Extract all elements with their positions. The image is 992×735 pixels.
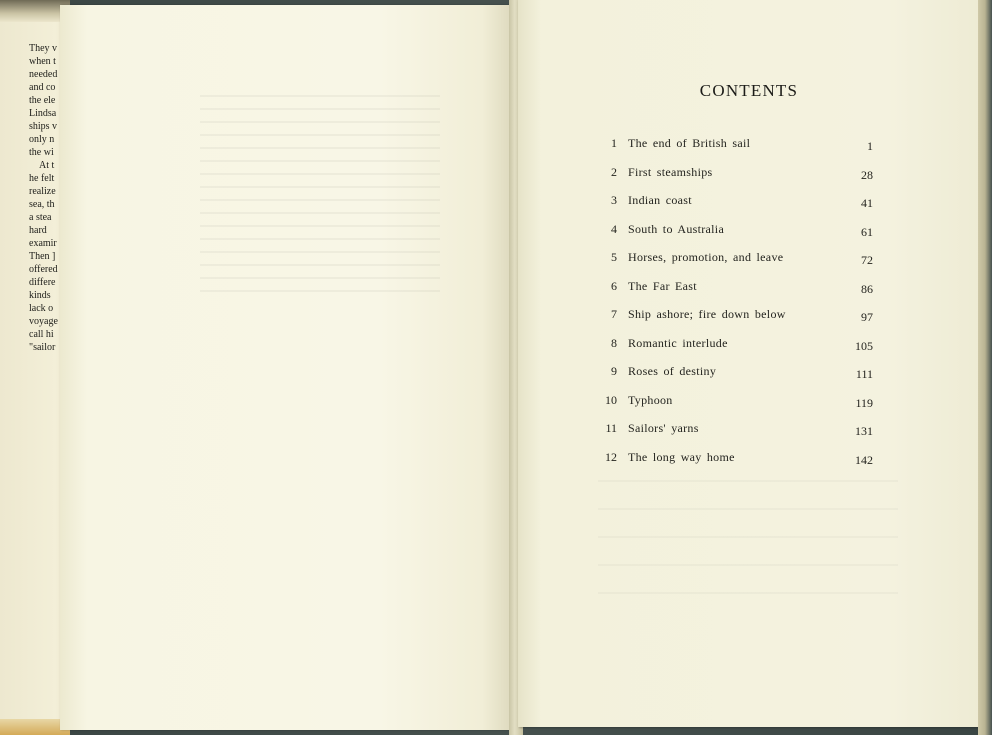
chapter-title: The Far East bbox=[628, 278, 697, 293]
show-through-text bbox=[200, 95, 440, 295]
chapter-number: 8 bbox=[611, 335, 617, 350]
toc-entry bbox=[596, 221, 876, 250]
chapter-title: Sailors' yarns bbox=[628, 421, 699, 436]
flap-text-line: a stea bbox=[29, 212, 52, 223]
chapter-page: 105 bbox=[855, 338, 873, 353]
toc-entry bbox=[596, 363, 876, 392]
toc-entry bbox=[596, 392, 876, 421]
chapter-title: The long way home bbox=[628, 450, 735, 465]
chapter-number: 6 bbox=[611, 278, 617, 293]
toc-entry bbox=[596, 192, 876, 221]
flap-text-line: only n bbox=[29, 134, 55, 145]
chapter-page: 142 bbox=[855, 453, 873, 468]
table-of-contents bbox=[596, 135, 876, 478]
flap-text-line: when t bbox=[29, 56, 56, 67]
chapter-page: 61 bbox=[861, 224, 873, 239]
flap-text-line: call hi bbox=[29, 329, 54, 340]
flap-text-line: Lindsa bbox=[29, 108, 57, 119]
chapter-title: Indian coast bbox=[628, 193, 692, 208]
toc-entry bbox=[596, 135, 876, 164]
chapter-page: 119 bbox=[855, 395, 873, 410]
chapter-number: 3 bbox=[611, 193, 617, 208]
flap-text-line: hard bbox=[29, 225, 47, 236]
toc-entry bbox=[596, 306, 876, 335]
chapter-number: 11 bbox=[605, 421, 617, 436]
chapter-title: First steamships bbox=[628, 164, 713, 179]
page-edge-stack bbox=[978, 0, 992, 735]
left-page-blank bbox=[60, 5, 514, 730]
toc-entry bbox=[596, 449, 876, 478]
toc-entry bbox=[596, 335, 876, 364]
chapter-title: The end of British sail bbox=[628, 136, 751, 150]
toc-entry bbox=[596, 164, 876, 193]
flap-text-line: and co bbox=[29, 82, 56, 93]
chapter-title: Typhoon bbox=[628, 392, 673, 407]
flap-text-line: the ele bbox=[29, 95, 56, 106]
flap-text-line: examir bbox=[29, 238, 57, 249]
flap-text-line: he felt bbox=[29, 173, 55, 184]
chapter-number: 7 bbox=[611, 307, 617, 322]
chapter-title: South to Australia bbox=[628, 221, 725, 236]
chapter-page: 41 bbox=[861, 196, 873, 211]
flap-text-line: They v bbox=[29, 43, 58, 54]
toc-entry bbox=[596, 420, 876, 449]
chapter-page: 111 bbox=[855, 367, 873, 382]
flap-text-line: realize bbox=[29, 186, 56, 197]
chapter-title: Romantic interlude bbox=[628, 335, 728, 350]
flap-text-line: ships v bbox=[29, 121, 58, 132]
flap-text-line: Then ] bbox=[29, 251, 56, 262]
chapter-number: 4 bbox=[611, 221, 617, 236]
flap-text-line: sea, th bbox=[29, 199, 55, 210]
flap-text-line: "sailor bbox=[29, 342, 56, 353]
chapter-title: Roses of destiny bbox=[628, 364, 717, 379]
chapter-number: 1 bbox=[611, 136, 617, 150]
chapter-number: 9 bbox=[611, 364, 617, 379]
chapter-page: 1 bbox=[867, 139, 873, 153]
chapter-page: 28 bbox=[861, 167, 873, 182]
chapter-page: 97 bbox=[861, 310, 873, 325]
contents-heading: CONTENTS bbox=[699, 81, 799, 100]
chapter-number: 12 bbox=[605, 450, 617, 465]
flap-text-line: differe bbox=[29, 277, 56, 288]
toc-entry bbox=[596, 249, 876, 278]
show-through-text bbox=[598, 480, 898, 600]
chapter-title: Ship ashore; fire down below bbox=[628, 307, 786, 322]
chapter-title: Horses, promotion, and leave bbox=[628, 250, 784, 265]
flap-text-line: offered bbox=[29, 264, 58, 275]
chapter-number: 5 bbox=[611, 250, 617, 265]
flap-text-line: At t bbox=[39, 160, 55, 171]
chapter-page: 86 bbox=[861, 281, 873, 296]
chapter-number: 2 bbox=[611, 164, 617, 179]
flap-text-line: kinds bbox=[29, 290, 51, 301]
flap-text-line: voyage bbox=[29, 316, 58, 327]
chapter-number: 10 bbox=[605, 392, 617, 407]
chapter-page: 72 bbox=[861, 253, 873, 268]
chapter-page: 131 bbox=[855, 424, 873, 439]
toc-entry bbox=[596, 278, 876, 307]
flap-text-line: lack o bbox=[29, 303, 54, 314]
flap-text-line: needed bbox=[29, 69, 58, 80]
flap-text-line: the wi bbox=[29, 147, 54, 158]
